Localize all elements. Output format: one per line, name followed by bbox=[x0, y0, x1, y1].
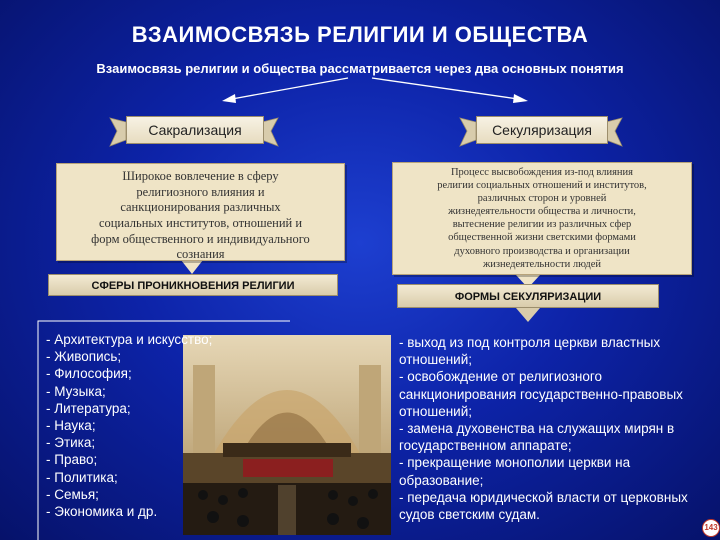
spheres-header: СФЕРЫ ПРОНИКНОВЕНИЯ РЕЛИГИИ bbox=[48, 274, 338, 296]
list-item: - Политика; bbox=[46, 469, 118, 485]
concept-sacralization: Сакрализация bbox=[126, 116, 264, 144]
list-item: - передача юридической власти от церковных судов светским судам. bbox=[399, 489, 688, 523]
definition-line: жизнедеятельности людей bbox=[482, 258, 602, 270]
slide-number-badge: 143 bbox=[702, 519, 720, 537]
ribbon-tail-right-b bbox=[606, 118, 622, 146]
list-item: - Литература; bbox=[46, 400, 131, 416]
concept-secularization: Секуляризация bbox=[476, 116, 608, 144]
ribbon-tail-left-b bbox=[262, 118, 278, 146]
sacralization-definition bbox=[56, 163, 345, 261]
list-item: - освобождение от религиозного санкционирования государственно-правовых отношений; bbox=[399, 369, 683, 419]
list-item: - Семья; bbox=[46, 486, 99, 502]
ribbon-tail-left-a bbox=[110, 118, 126, 146]
definition-line: Широкое вовлечение в сферу bbox=[122, 169, 279, 183]
definition-line: вытеснение религии из различных сфер bbox=[452, 219, 632, 231]
definition-line: различных сторон и уровней bbox=[477, 193, 607, 205]
slide-title: ВЗАИМОСВЯЗЬ РЕЛИГИИ И ОБЩЕСТВА bbox=[131, 22, 589, 47]
list-item: - Архитектура и искусство; bbox=[46, 332, 213, 347]
definition-line: сознания bbox=[176, 247, 225, 262]
forms-header: ФОРМЫ СЕКУЛЯРИЗАЦИИ bbox=[397, 284, 659, 308]
definition-line: социальных институтов, отношений и bbox=[98, 215, 303, 230]
definition-line: общественной жизни светскими формами bbox=[448, 232, 636, 244]
definition-line: санкционирования различных bbox=[120, 200, 281, 215]
list-item: - Музыка; bbox=[46, 383, 106, 399]
definition-line: жизнедеятельности общества и личности, bbox=[448, 206, 636, 218]
list-item: - Живопись; bbox=[46, 349, 122, 365]
list-item: - прекращение монополии церкви на образование; bbox=[399, 455, 631, 488]
list-item: - замена духовенства на служащих мирян в государственном аппарате; bbox=[399, 421, 675, 454]
forms-list bbox=[399, 334, 689, 523]
arrowhead-right bbox=[513, 94, 528, 103]
list-item: - Этика; bbox=[46, 435, 96, 451]
slide-subtitle: Взаимосвязь религии и общества рассматривается через два основных понятия bbox=[96, 61, 624, 76]
down-arrow-right-2 bbox=[516, 308, 540, 322]
definition-line: религиозного влияния и bbox=[136, 184, 265, 199]
list-item: - Право; bbox=[46, 452, 98, 468]
definition-line: Процесс высвобождения из-под влияния bbox=[450, 167, 634, 178]
arrow-to-sacralization bbox=[232, 78, 348, 99]
secularization-definition bbox=[392, 162, 692, 275]
list-item: - Наука; bbox=[46, 418, 96, 434]
arrow-to-secularization bbox=[372, 78, 518, 99]
definition-line: религии социальных отношений и институтов, bbox=[437, 180, 647, 192]
list-item: - выход из под контроля церкви властных отношений; bbox=[399, 335, 661, 368]
definition-line: духовного производства и организации bbox=[454, 245, 630, 257]
spheres-list bbox=[46, 331, 246, 520]
arrowhead-left bbox=[222, 94, 236, 103]
ribbon-tail-right-a bbox=[460, 118, 476, 146]
list-item: - Философия; bbox=[46, 366, 132, 382]
list-item: - Экономика и др. bbox=[46, 504, 158, 520]
definition-line: форм общественного и индивидуального bbox=[91, 231, 310, 246]
